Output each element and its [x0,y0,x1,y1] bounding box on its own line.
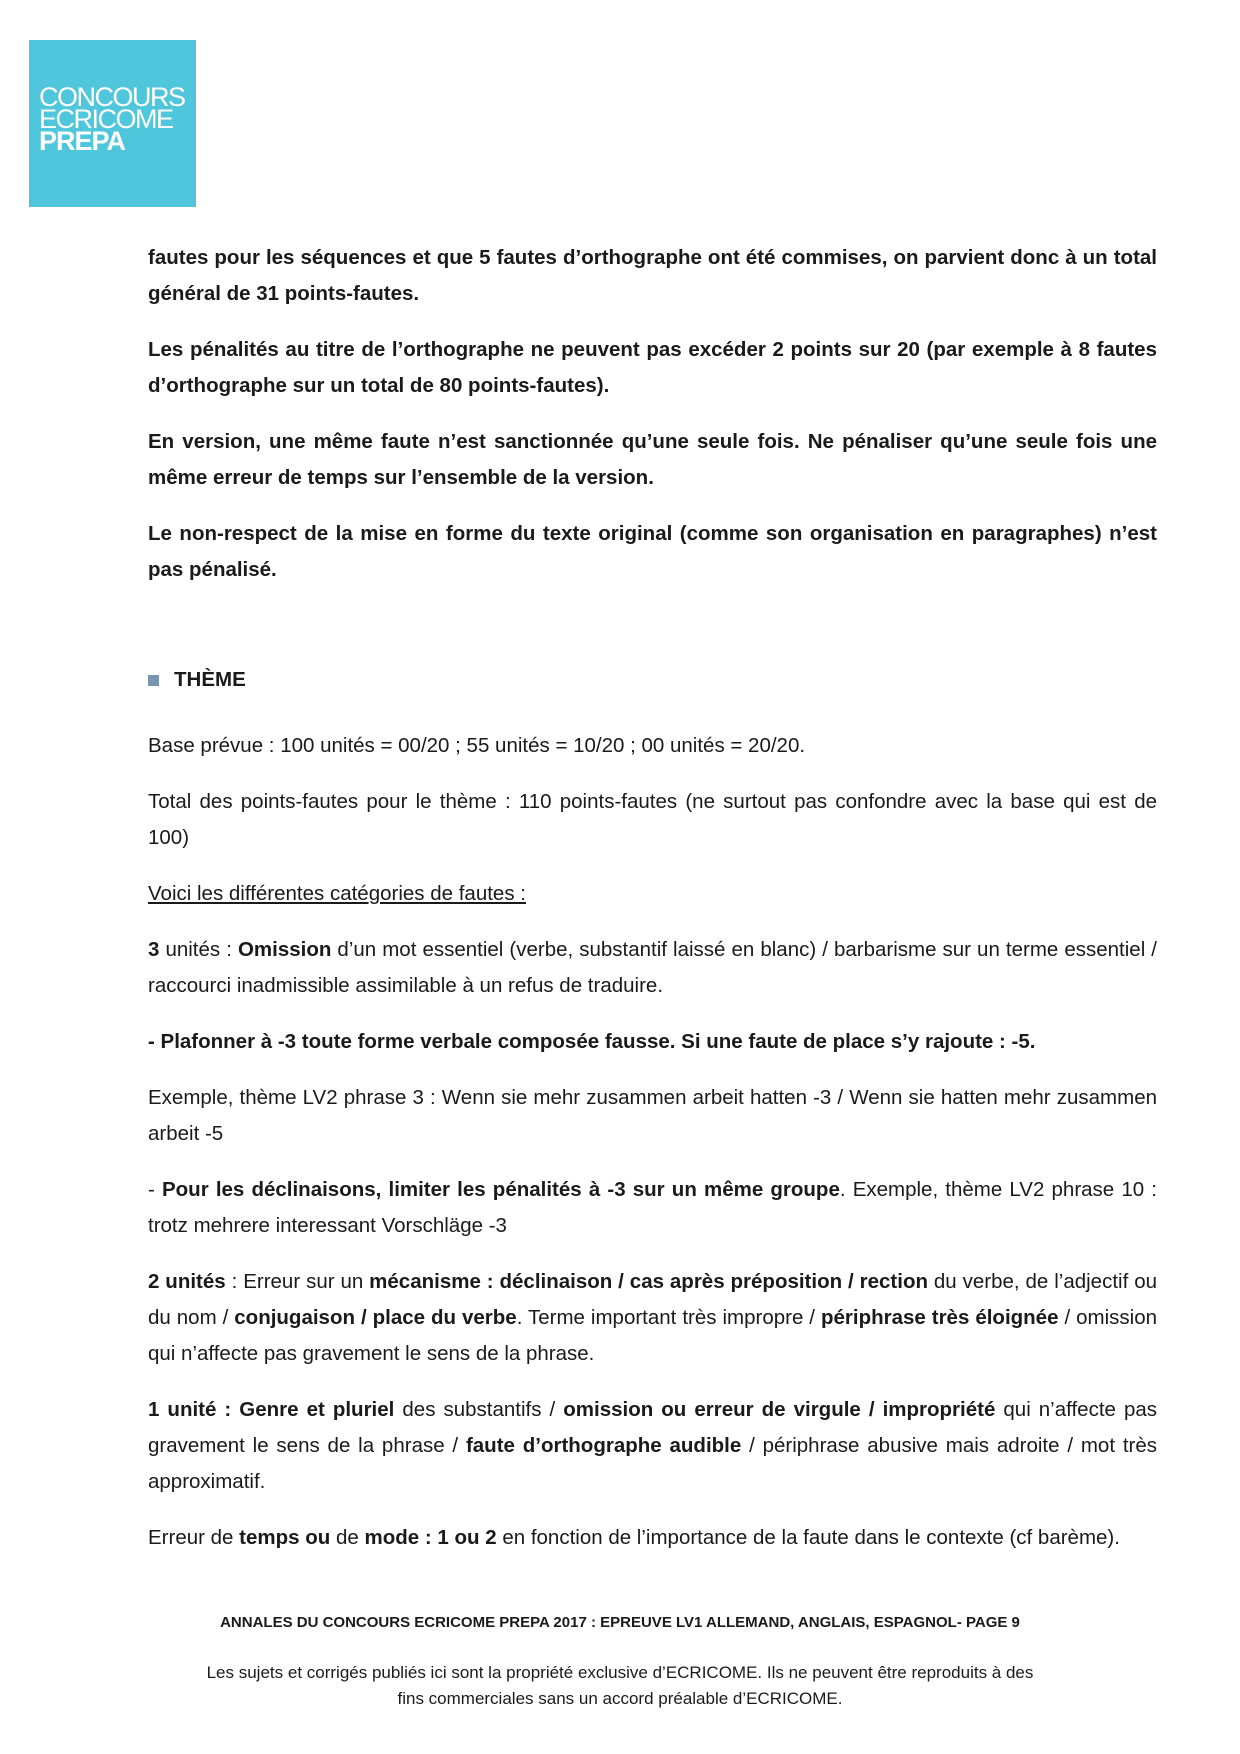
paragraph-exemple-phrase-3: Exemple, thème LV2 phrase 3 : Wenn sie mehr zusammen arbeit hatten -3 / Wenn sie hatten mehr zusammen arbeit -5 [148,1086,1157,1145]
footer-title: ANNALES DU CONCOURS ECRICOME PREPA 2017 : EPREUVE LV1 ALLEMAND, ANGLAIS, ESPAGNOL- PAGE 9 [220,1614,1020,1631]
section-title-theme [148,662,1157,698]
paragraph-total-points: Total des points-fautes pour le thème : 110 points-fautes (ne surtout pas confondre avec la base qui est de 100) [148,790,1157,849]
footer-copyright-note [140,1660,1100,1712]
square-bullet-icon [148,675,159,686]
footer-note-line-2: fins commerciales sans un accord préalable d’ECRICOME. [397,1689,843,1708]
ecricome-logo [29,40,196,207]
paragraph-penalites-orthographe: Les pénalités au titre de l’orthographe ne peuvent pas excéder 2 points sur 20 (par exemple à 8 fautes d’orthographe sur un total de 80 points-fautes). [148,338,1157,397]
section-title-text: THÈME [174,668,246,691]
paragraph-3-unites: 3 unités : Omission d’un mot essentiel (verbe, substantif laissé en blanc) / barbarisme sur un terme essentiel / raccourci inadmissible assimilable à un refus de traduire. [148,938,1157,997]
paragraph-2-unites: 2 unités : Erreur sur un mécanisme : déclinaison / cas après préposition / rection du verbe, de l’adjectif ou du nom / conjugaison / place du verbe. Terme important très impropre / périphrase très éloignée / omission qui n’affecte pas gravement le sens de la phrase. [148,1270,1157,1365]
paragraph-plafonner: - Plafonner à -3 toute forme verbale composée fausse. Si une faute de place s’y rajoute : -5. [148,1030,1036,1053]
logo-line-concours: CONCOURS [39,82,185,112]
paragraph-mise-en-forme: Le non-respect de la mise en forme du texte original (comme son organisation en paragraphes) n’est pas pénalisé. [148,522,1157,581]
logo-line-ecricome: ECRICOME [39,104,173,134]
paragraph-version-faute: En version, une même faute n’est sanctionnée qu’une seule fois. Ne pénaliser qu’une seule fois une même erreur de temps sur l’ensemble de la version. [148,430,1157,489]
paragraph-declinaisons: - Pour les déclinaisons, limiter les pénalités à -3 sur un même groupe. Exemple, thème LV2 phrase 10 : trotz mehrere interessant Vorschläge -3 [148,1178,1157,1237]
paragraph-1-unite: 1 unité : Genre et pluriel des substantifs / omission ou erreur de virgule / impropriété qui n’affecte pas gravement le sens de la phrase / faute d’orthographe audible / périphrase abusive mais adroite / mot très approximatif. [148,1398,1157,1493]
paragraph-base-prevue: Base prévue : 100 unités = 00/20 ; 55 unités = 10/20 ; 00 unités = 20/20. [148,734,806,757]
paragraph-temps-mode: Erreur de temps ou de mode : 1 ou 2 en fonction de l’importance de la faute dans le contexte (cf barème). [148,1526,1120,1549]
categories-heading: Voici les différentes catégories de fautes : [148,882,526,905]
paragraph-total-fautes: fautes pour les séquences et que 5 fautes d’orthographe ont été commises, on parvient donc à un total général de 31 points-fautes. [148,246,1157,305]
footer-note-line-1: Les sujets et corrigés publiés ici sont la propriété exclusive d’ECRICOME. Ils ne peuvent être reproduits à des [206,1663,1034,1682]
document-body [148,240,1157,1576]
logo-line-prepa: PREPA [39,126,126,156]
